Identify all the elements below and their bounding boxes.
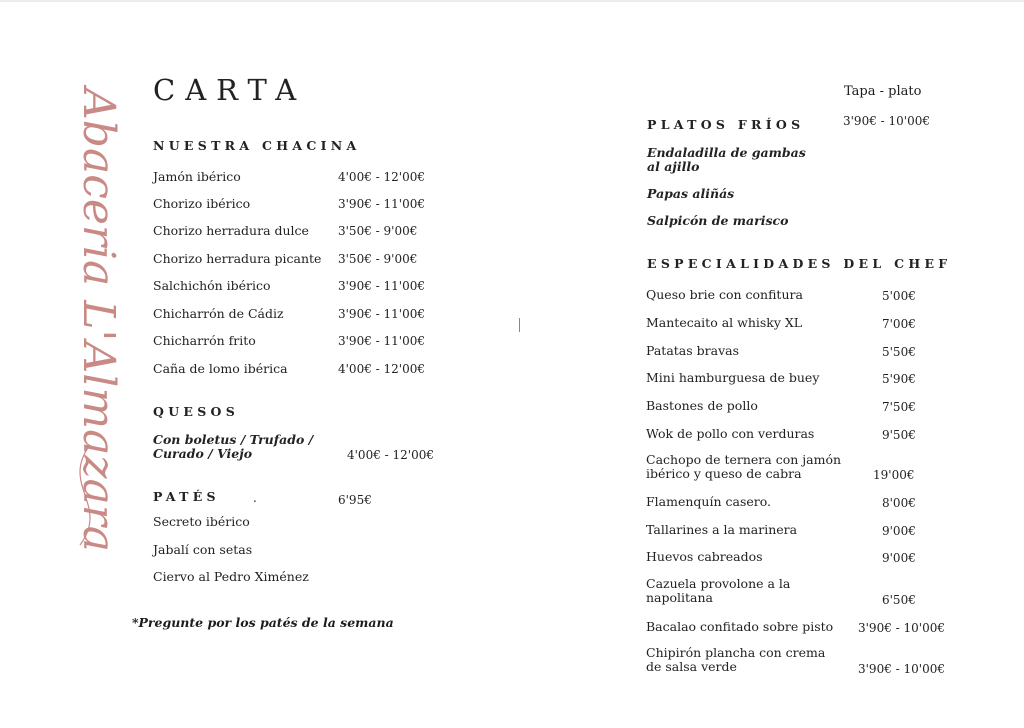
menu-item-price: 3'50€ - 9'00€ — [338, 224, 418, 238]
platos-frios-price: 3'90€ - 10'00€ — [843, 114, 930, 128]
menu-item-name: Patatas bravas — [646, 343, 739, 358]
menu-item-name-line-1: Chipirón plancha con crema — [646, 645, 826, 660]
menu-item-name: Tallarines a la marinera — [646, 522, 798, 537]
menu-item-price: 4'00€ - 12'00€ — [338, 170, 425, 184]
menu-item-price: 3'50€ - 9'00€ — [338, 252, 418, 266]
menu-item-name: Mini hamburguesa de buey — [646, 370, 820, 385]
menu-item-price: 7'00€ — [882, 317, 916, 331]
menu-item-name: Salchichón ibérico — [153, 278, 271, 293]
menu-item-name-line-2: ibérico y queso de cabra — [646, 466, 802, 481]
menu-item-name: Chorizo ibérico — [153, 196, 251, 211]
menu-item-price: 6'50€ — [882, 593, 916, 607]
menu-item-name-line-1: Cachopo de ternera con jamón — [646, 452, 842, 467]
menu-item-name: Chicharrón de Cádiz — [153, 306, 284, 321]
menu-item-name: Mantecaito al whisky XL — [646, 315, 803, 330]
menu-item-price: 3'90€ - 11'00€ — [338, 307, 425, 321]
menu-item-price: 4'00€ - 12'00€ — [338, 362, 425, 376]
section-heading-quesos: QUESOS — [153, 404, 240, 419]
footnote: *Pregunte por los patés de la semana — [132, 615, 394, 630]
plato-frio-line-1: Endaladilla de gambas — [647, 145, 806, 160]
menu-item-price: 5'90€ — [882, 372, 916, 386]
menu-item-name: Queso brie con confitura — [646, 287, 803, 302]
plato-frio: Papas aliñás — [647, 186, 735, 201]
menu-item-price: 9'00€ — [882, 551, 916, 565]
menu-item-name: Flamenquín casero. — [646, 494, 772, 509]
quesos-line-1: Con boletus / Trufado / — [153, 432, 314, 447]
pates-price: 6'95€ — [338, 493, 372, 507]
menu-item-price: 7'50€ — [882, 400, 916, 414]
menu-item-name-line-2: de salsa verde — [646, 659, 737, 674]
menu-item-name-line-1: Cazuela provolone a la — [646, 576, 791, 591]
brand-script-drawing — [50, 85, 124, 555]
menu-item-name: Chicharrón frito — [153, 333, 256, 348]
plato-frio: Salpicón de marisco — [647, 213, 789, 228]
quesos-line-2: Curado / Viejo — [153, 446, 253, 461]
plato-frio-line-2: al ajillo — [647, 159, 700, 174]
menu-item-name: Bastones de pollo — [646, 398, 758, 413]
right-menu-page — [512, 0, 1024, 728]
menu-item-name: Huevos cabreados — [646, 549, 763, 564]
quesos-price: 4'00€ - 12'00€ — [347, 448, 434, 462]
menu-item-name-line-2: napolitana — [646, 590, 714, 605]
menu-item-price: 3'90€ - 11'00€ — [338, 279, 425, 293]
menu-item-price: 9'50€ — [882, 428, 916, 442]
menu-item-price: 5'50€ — [882, 345, 916, 359]
menu-item-price: 5'00€ — [882, 289, 916, 303]
menu-item-price: 19'00€ — [873, 468, 915, 482]
menu-item-name: Caña de lomo ibérica — [153, 361, 288, 376]
menu-item-name: Chorizo herradura picante — [153, 251, 322, 266]
menu-item-name: Jamón ibérico — [153, 169, 241, 184]
menu-item-name: Chorizo herradura dulce — [153, 223, 309, 238]
section-heading-pates: PATÉS — [153, 489, 220, 504]
pates-dot: . — [253, 491, 257, 505]
menu-item-price: 3'90€ - 11'00€ — [338, 334, 425, 348]
section-heading-especialidades: ESPECIALIDADES DEL CHEF — [647, 256, 952, 271]
page-title: CARTA — [153, 73, 307, 107]
menu-item-name: Wok de pollo con verduras — [646, 426, 815, 441]
menu-item-price: 3'90€ - 11'00€ — [338, 197, 425, 211]
section-heading-platos-frios: PLATOS FRÍOS — [647, 117, 805, 132]
menu-item-price: 9'00€ — [882, 524, 916, 538]
menu-item-price: 3'90€ - 10'00€ — [858, 662, 945, 676]
pate-item: Secreto ibérico — [153, 514, 250, 529]
menu-item-name: Bacalao confitado sobre pisto — [646, 619, 834, 634]
menu-item-price: 8'00€ — [882, 496, 916, 510]
brand-script-text: Abaceria L'Almazara — [73, 88, 124, 552]
menu-item-price: 3'90€ - 10'00€ — [858, 621, 945, 635]
pate-item: Ciervo al Pedro Ximénez — [153, 569, 309, 584]
tapa-plato-header: Tapa - plato — [844, 84, 922, 99]
pate-item: Jabalí con setas — [153, 542, 253, 557]
section-heading-chacina: NUESTRA CHACINA — [153, 138, 361, 153]
brand-script-logo — [50, 85, 124, 585]
